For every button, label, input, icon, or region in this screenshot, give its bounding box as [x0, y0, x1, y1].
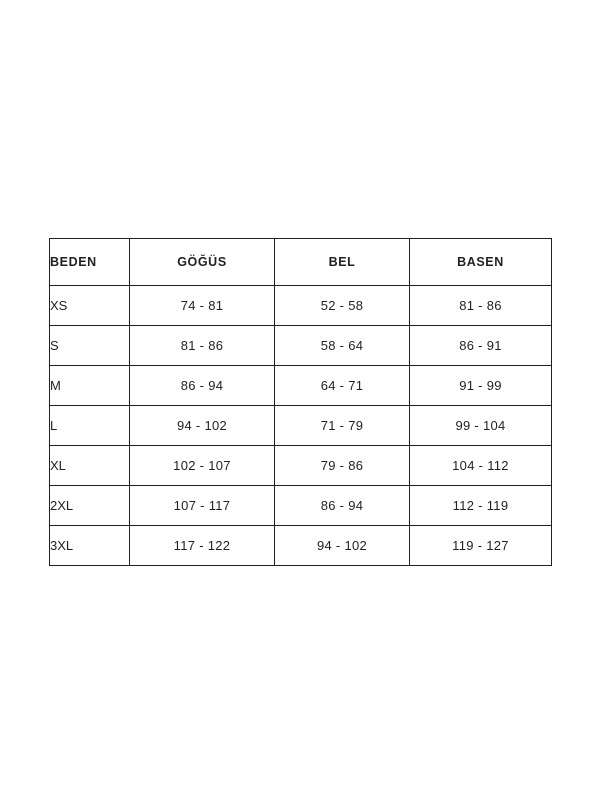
- table-header: [50, 239, 552, 286]
- column-header-waist: BEL: [275, 239, 410, 286]
- cell-waist: 79 - 86: [275, 446, 410, 486]
- column-header-chest: GÖĞÜS: [130, 239, 275, 286]
- cell-size: 2XL: [50, 486, 130, 526]
- table-row: [50, 286, 552, 326]
- cell-chest: 81 - 86: [130, 326, 275, 366]
- cell-chest: 102 - 107: [130, 446, 275, 486]
- size-chart-table: [49, 238, 552, 566]
- cell-hip: 86 - 91: [410, 326, 552, 366]
- table-row: [50, 366, 552, 406]
- cell-size: 3XL: [50, 526, 130, 566]
- cell-hip: 91 - 99: [410, 366, 552, 406]
- cell-waist: 52 - 58: [275, 286, 410, 326]
- cell-waist: 86 - 94: [275, 486, 410, 526]
- table-row: [50, 406, 552, 446]
- cell-waist: 64 - 71: [275, 366, 410, 406]
- cell-size: XS: [50, 286, 130, 326]
- cell-size: L: [50, 406, 130, 446]
- cell-waist: 94 - 102: [275, 526, 410, 566]
- cell-chest: 86 - 94: [130, 366, 275, 406]
- cell-hip: 112 - 119: [410, 486, 552, 526]
- column-header-hip: BASEN: [410, 239, 552, 286]
- cell-chest: 107 - 117: [130, 486, 275, 526]
- cell-waist: 58 - 64: [275, 326, 410, 366]
- cell-size: S: [50, 326, 130, 366]
- table-row: [50, 486, 552, 526]
- cell-hip: 99 - 104: [410, 406, 552, 446]
- cell-size: XL: [50, 446, 130, 486]
- cell-hip: 81 - 86: [410, 286, 552, 326]
- cell-waist: 71 - 79: [275, 406, 410, 446]
- table-body: [50, 286, 552, 566]
- cell-hip: 104 - 112: [410, 446, 552, 486]
- cell-chest: 74 - 81: [130, 286, 275, 326]
- table-row: [50, 526, 552, 566]
- cell-chest: 117 - 122: [130, 526, 275, 566]
- table-row: [50, 446, 552, 486]
- table-header-row: [50, 239, 552, 286]
- size-chart-table-container: [49, 238, 551, 566]
- column-header-size: BEDEN: [50, 239, 130, 286]
- cell-chest: 94 - 102: [130, 406, 275, 446]
- table-row: [50, 326, 552, 366]
- cell-size: M: [50, 366, 130, 406]
- cell-hip: 119 - 127: [410, 526, 552, 566]
